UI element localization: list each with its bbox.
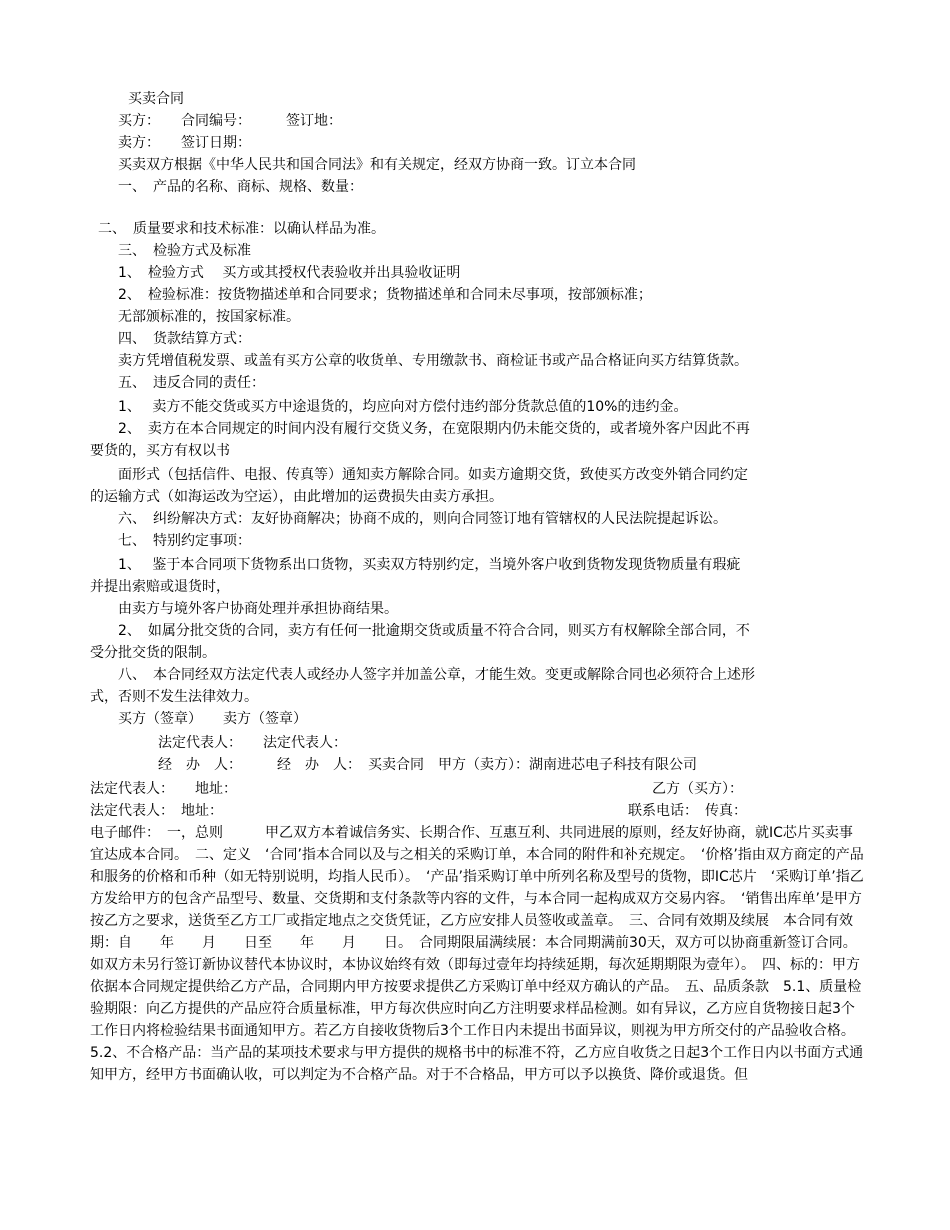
section-5-item-1: 1、 卖方不能交货或买方中途退货的，均应向对方偿付违约部分货款总值的10%的违约金。 [118, 399, 688, 415]
section-5-item-2-line-2: 要货的，买方有权以书 [90, 443, 230, 459]
party-b-contact: 联系电话： 传真： [628, 803, 747, 819]
party-a-legal-rep: 法定代表人： 地址： [90, 781, 237, 797]
header-buyer-line: 买方： 合同编号： 签订地： [118, 113, 342, 129]
section-5-item-2-line-3: 面形式（包括信件、电报、传真等）通知卖方解除合同。如卖方逾期交货，致使买方改变外销合同约定 [118, 467, 748, 483]
party-b-label: 乙方（买方）： [652, 781, 743, 797]
doc-title: 买卖合同 [128, 91, 184, 107]
section-3-item-2: 2、 检验标准：按货物描述单和合同要求；货物描述单和合同未尽事项，按部颁标准； [118, 287, 652, 303]
signature-handlers: 经 办 人： 经 办 人： 买卖合同 甲方（卖方）：湖南进芯电子科技有限公司 [158, 757, 697, 773]
section-2-heading: 二、 质量要求和技术标准：以确认样品为准。 [98, 221, 385, 237]
section-1-heading: 一、 产品的名称、商标、规格、数量： [118, 179, 363, 195]
header-seller-line: 卖方： 签订日期： [118, 135, 251, 151]
section-3-item-1: 1、 检验方式 买方或其授权代表验收并出具验收证明 [118, 265, 461, 281]
section-4-body: 卖方凭增值税发票、或盖有买方公章的收货单、专用缴款书、商检证书或产品合格证向买方结算货款。 [118, 353, 748, 369]
section-3-heading: 三、 检验方式及标准 [118, 243, 251, 259]
intro-paragraph: 买卖双方根据《中华人民共和国合同法》和有关规定，经双方协商一致。订立本合同 [118, 157, 636, 173]
section-5-item-2-line-4: 的运输方式（如海运改为空运），由此增加的运费损失由卖方承担。 [90, 489, 503, 505]
party-b-legal-rep: 法定代表人： 地址： [90, 803, 223, 819]
section-6-body: 六、 纠纷解决方式：友好协商解决；协商不成的，则向合同签订地有管辖权的人民法院提起诉讼。 [118, 511, 727, 527]
signature-legal-reps: 法定代表人： 法定代表人： [158, 735, 347, 751]
section-7-item-1-line-2: 并提出索赔或退货时， [90, 579, 230, 595]
section-4-heading: 四、 货款结算方式： [118, 331, 251, 347]
section-7-item-1-line-3: 由卖方与境外客户协商处理并承担协商结果。 [118, 601, 398, 617]
section-5-heading: 五、 违反合同的责任： [118, 375, 265, 391]
section-7-item-2-line-2: 受分批交货的限制。 [90, 645, 216, 661]
agreement-body: 电子邮件： 一，总则 甲乙双方本着诚信务实、长期合作、互惠互利、共同进展的原则，经友好协商，就IC芯片买卖事宜达成本合同。 二、定义 ‘合同’指本合同以及与之相关的采购订单，本合同的附件和补充规定。 ‘价格’指由双方商定的产品和服务的价格和币种（如无特别说明，均指人民币）。 ‘产品’指采购订单中所列名称及型号的货物，即IC芯片 ‘采购订单’指乙方发给甲方的包含产品型号、数量、交货期和支付条款等内容的文件，与本合同一起构成双方交易内容。 ‘销售出库单’是甲方按乙方之要求，送货至乙方工厂或指定地点之交货凭证，乙方应安排人员签收或盖章。 三、合同有效期及续展 本合同有效期：自 年 月 日至 年 月 日。 合同期限届满续展：本合同期满前30天，双方可以协商重新签订合同。如双方未另行签订新协议替代本协议时，本协议始终有效（即每过壹年均持续延期，每次延期期限为壹年）。 四、标的：甲方依据本合同规定提供给乙方产品，合同期内甲方按要求提供乙方采购订单中经双方确认的产品。 五、品质条款 5.1、质量检验期限：向乙方提供的产品应符合质量标准，甲方每次供应时向乙方注明要求样品检测。如有异议，乙方应自货物接日起3个工作日内将检验结果书面通知甲方。若乙方自接收货物后3个工作日内未提出书面异议，则视为甲方所交付的产品验收合格。 5.2、不合格产品：当产品的某项技术要求与甲方提供的规格书中的标准不符，乙方应自收货之日起3个工作日内以书面方式通知甲方，经甲方书面确认收，可以判定为不合格产品。对于不合格品，甲方可以予以换货、降价或退货。但 [90, 825, 864, 1083]
section-7-item-2-line-1: 2、 如属分批交货的合同，卖方有任何一批逾期交货或质量不符合合同，则买方有权解除全部合同，不 [118, 623, 750, 639]
section-5-item-2-line-1: 2、 卖方在本合同规定的时间内没有履行交货义务，在宽限期内仍未能交货的，或者境外客户因此不再 [118, 421, 750, 437]
section-8-line-1: 八、 本合同经双方法定代表人或经办人签字并加盖公章，才能生效。变更或解除合同也必须符合上述形 [118, 667, 755, 683]
section-3-item-2-cont: 无部颁标准的，按国家标准。 [118, 309, 300, 325]
section-7-heading: 七、 特别约定事项： [118, 533, 251, 549]
section-8-line-2: 式，否则不发生法律效力。 [90, 689, 258, 705]
signature-parties: 买方（签章） 卖方（签章） [118, 711, 307, 727]
section-7-item-1-line-1: 1、 鉴于本合同项下货物系出口货物，买卖双方特别约定，当境外客户收到货物发现货物质量有瑕疵 [118, 557, 741, 573]
